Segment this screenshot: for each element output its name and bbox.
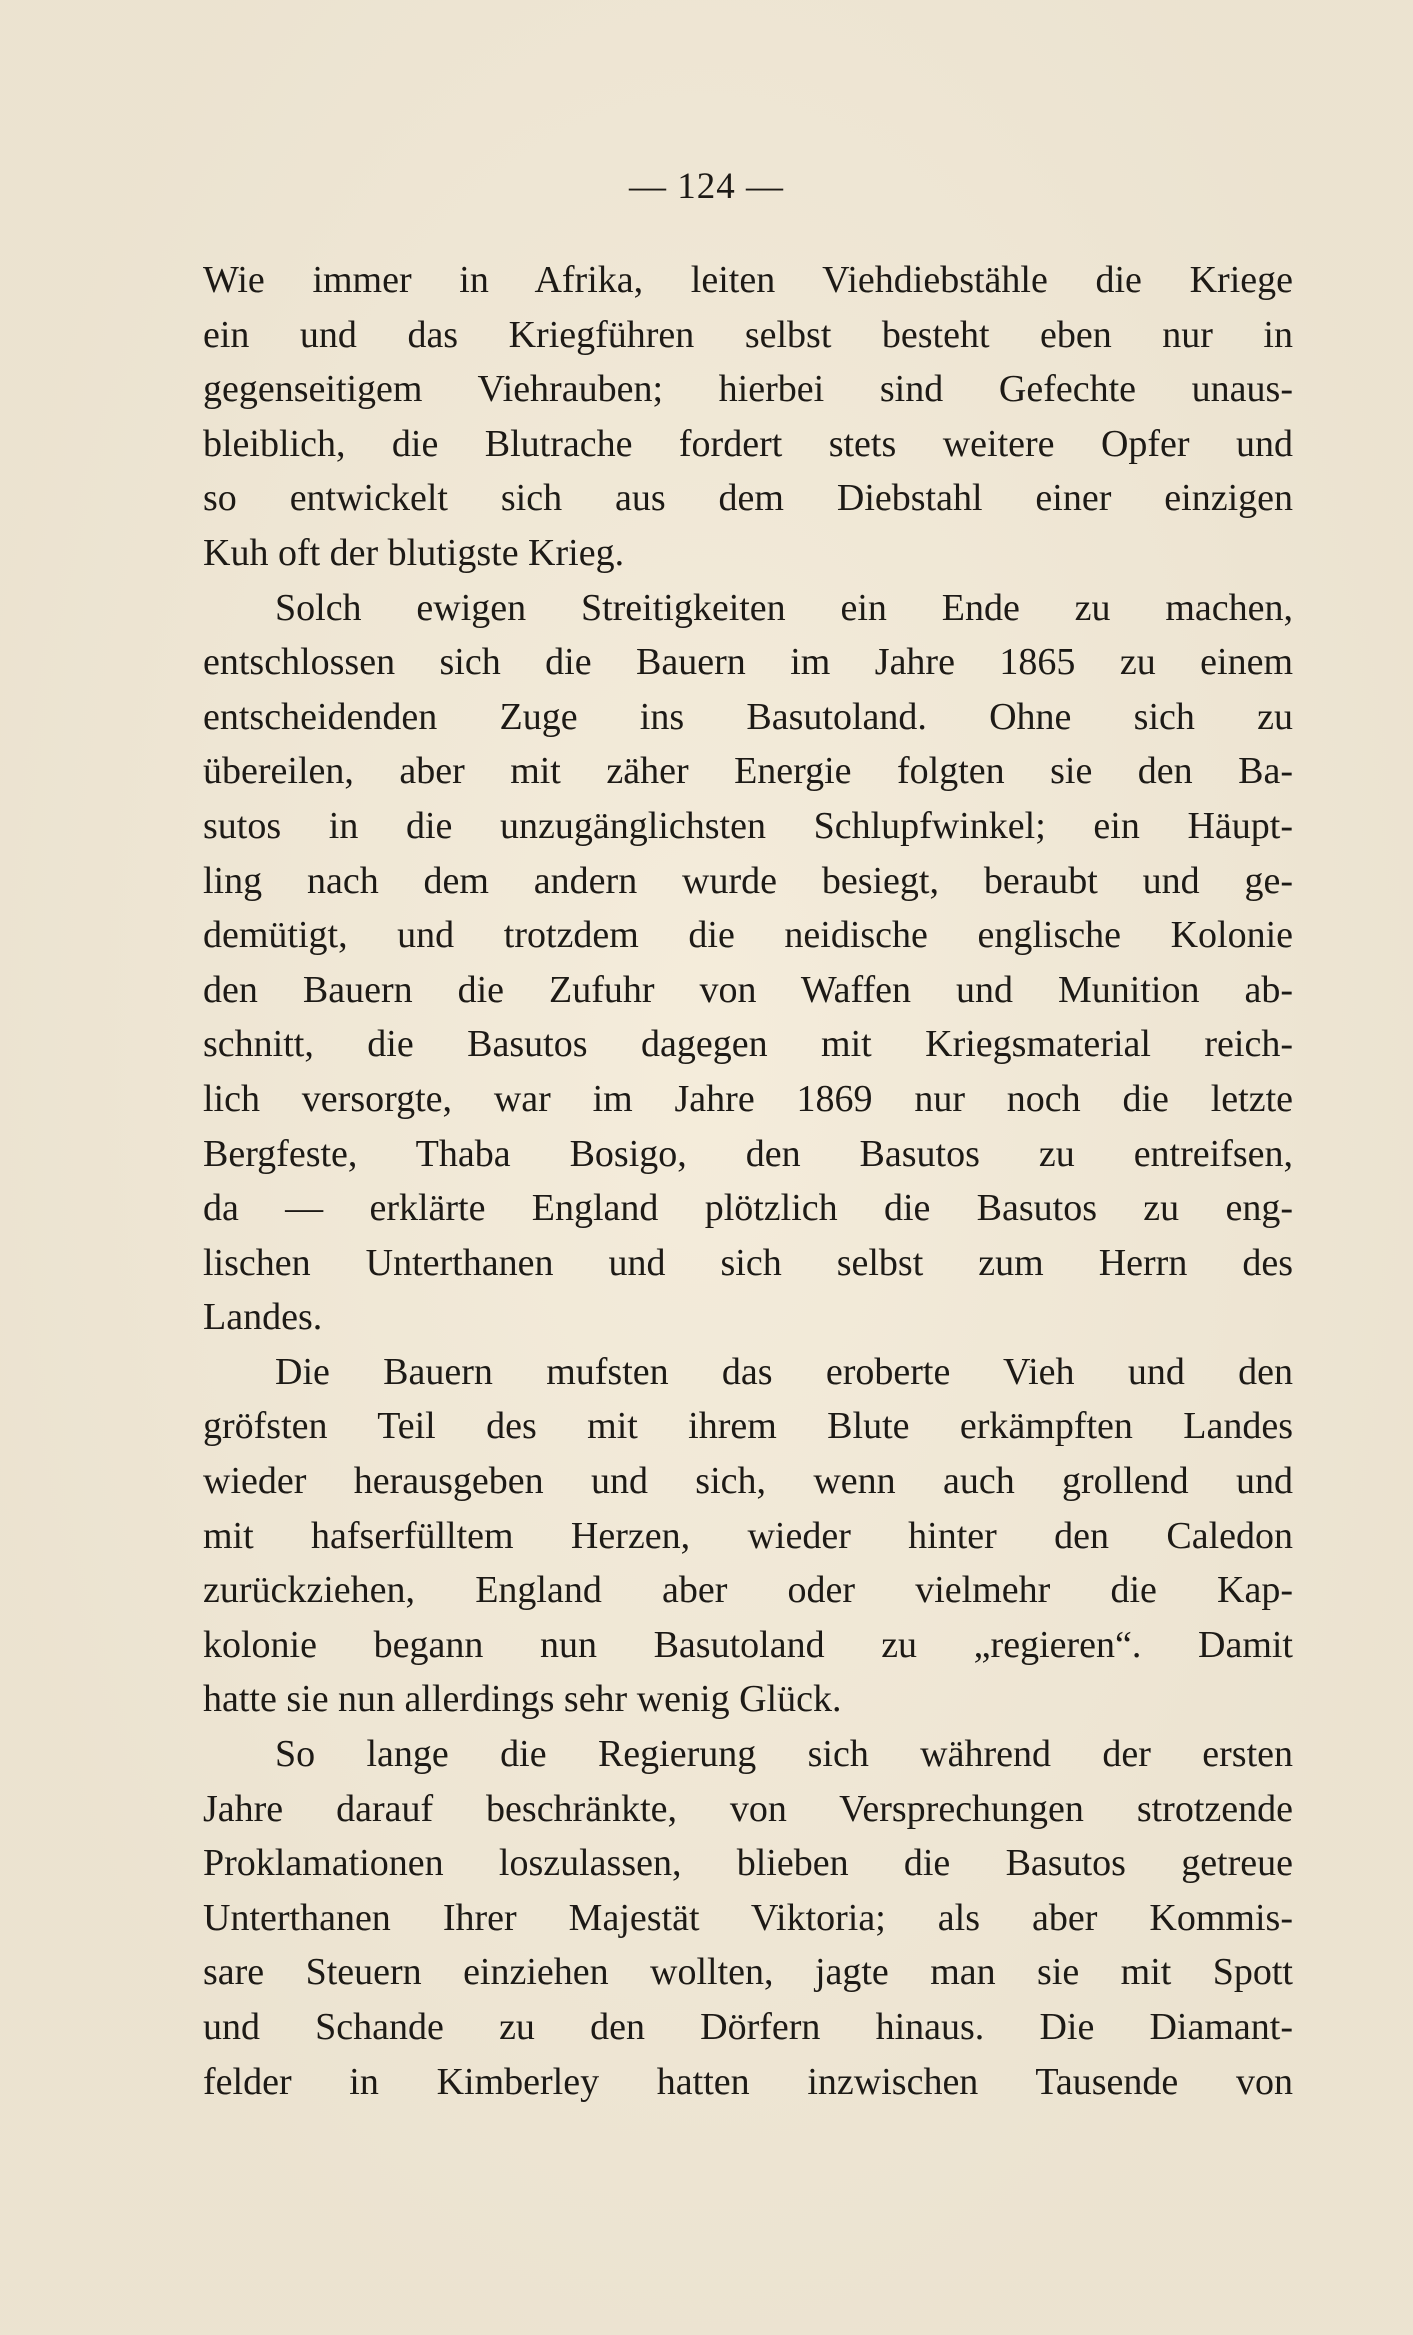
text-line: lich versorgte, war im Jahre 1869 nur noch die letzte — [203, 1077, 1293, 1120]
text-line: Kuh oft der blutigste Krieg. — [203, 531, 625, 574]
text-line: mit hafserfülltem Herzen, wieder hinter den Caledon — [203, 1514, 1293, 1557]
text-line: sare Steuern einziehen wollten, jagte man sie mit Spott — [203, 1951, 1293, 1994]
text-line: entscheidenden Zuge ins Basutoland. Ohne sich zu — [203, 695, 1293, 738]
text-line: demütigt, und trotzdem die neidische englische Kolonie — [203, 914, 1293, 957]
text-line: hatte sie nun allerdings sehr wenig Glück. — [203, 1678, 842, 1721]
text-line: gröfsten Teil des mit ihrem Blute erkämpften Landes — [203, 1405, 1293, 1448]
text-line: ling nach dem andern wurde besiegt, beraubt und ge- — [203, 859, 1293, 902]
text-line: Landes. — [203, 1296, 323, 1339]
text-line: kolonie begann nun Basutoland zu „regieren“. Damit — [203, 1623, 1293, 1666]
text-line: entschlossen sich die Bauern im Jahre 1865 zu einem — [203, 641, 1293, 684]
text-line: wieder herausgeben und sich, wenn auch grollend und — [203, 1460, 1293, 1503]
text-line: Wie immer in Afrika, leiten Viehdiebstähle die Kriege — [203, 259, 1293, 301]
text-line: gegenseitigem Viehrauben; hierbei sind Gefechte unaus- — [203, 368, 1293, 411]
body-text — [203, 253, 1293, 2109]
text-line: Bergfeste, Thaba Bosigo, den Basutos zu entreifsen, — [203, 1132, 1293, 1175]
text-line: Die Bauern mufsten das eroberte Vieh und den — [275, 1350, 1293, 1393]
text-line: den Bauern die Zufuhr von Waffen und Munition ab- — [203, 968, 1293, 1011]
text-line: Proklamationen loszulassen, blieben die Basutos getreue — [203, 1842, 1293, 1885]
text-line: so entwickelt sich aus dem Diebstahl einer einzigen — [203, 477, 1293, 520]
text-line: sutos in die unzugänglichsten Schlupfwinkel; ein Häupt- — [203, 804, 1293, 847]
text-line: Solch ewigen Streitigkeiten ein Ende zu machen, — [275, 586, 1293, 629]
text-line: bleiblich, die Blutrache fordert stets weitere Opfer und — [203, 422, 1293, 465]
text-line: Jahre darauf beschränkte, von Versprechungen strotzende — [203, 1787, 1293, 1830]
text-line: So lange die Regierung sich während der ersten — [275, 1733, 1293, 1776]
text-line: ein und das Kriegführen selbst besteht eben nur in — [203, 313, 1293, 356]
text-line: Unterthanen Ihrer Majestät Viktoria; als aber Kommis- — [203, 1896, 1293, 1939]
page-number: — 124 — — [629, 166, 784, 207]
text-line: lischen Unterthanen und sich selbst zum Herrn des — [203, 1241, 1293, 1284]
text-line: und Schande zu den Dörfern hinaus. Die Diamant- — [203, 2006, 1293, 2048]
text-line: übereilen, aber mit zäher Energie folgten sie den Ba- — [203, 750, 1293, 793]
text-line: felder in Kimberley hatten inzwischen Tausende von — [203, 2060, 1293, 2103]
text-line: zurückziehen, England aber oder vielmehr die Kap- — [203, 1569, 1293, 1612]
text-line: da — erklärte England plötzlich die Basutos zu eng- — [203, 1187, 1293, 1230]
text-line: schnitt, die Basutos dagegen mit Kriegsmaterial reich- — [203, 1023, 1293, 1066]
